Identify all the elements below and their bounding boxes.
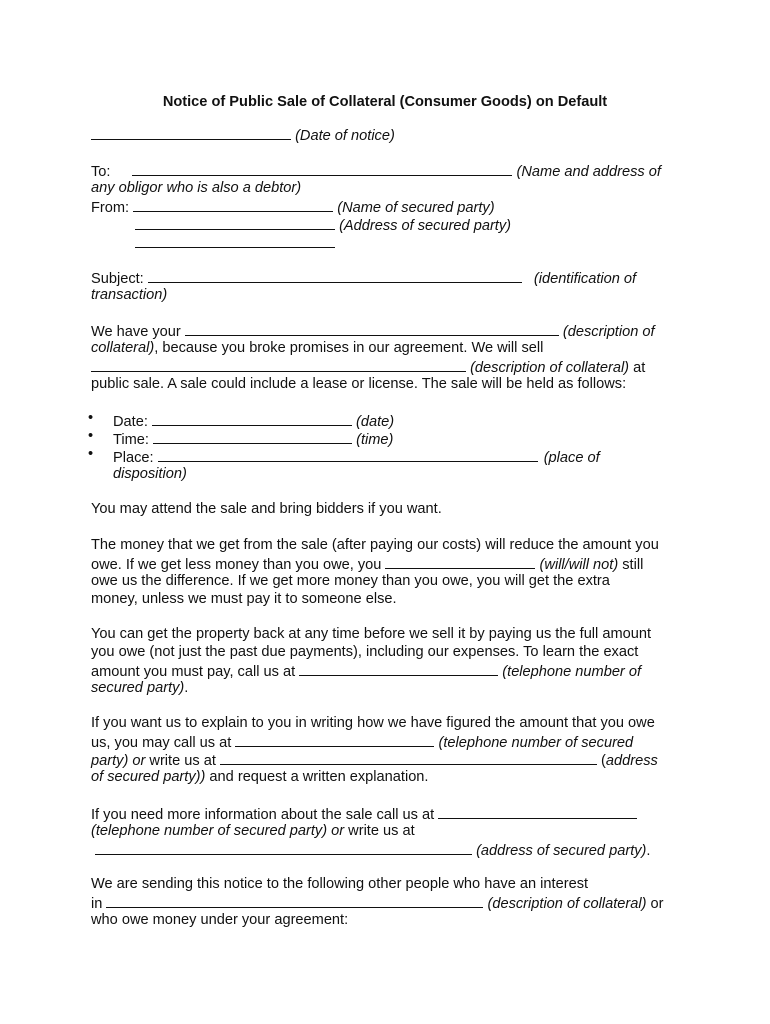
property-line-2: [91, 643, 638, 661]
sale-place-line: [113, 447, 600, 467]
money-text-1: The money that we get from the sale (after paying our costs) will reduce the amount you: [91, 537, 659, 553]
sale-date-line: [113, 411, 394, 431]
subject-hint: (identification of: [533, 271, 637, 287]
request-explanation-text: and request a written explanation.: [205, 769, 429, 785]
collateral-interest-hint: (description of collateral): [487, 896, 647, 912]
still-text: still: [618, 557, 644, 573]
property-line-1: [91, 625, 651, 643]
broke-promises-text: , because you broke promises in our agreement. We will sell: [154, 340, 544, 356]
money-text-4: money, unless we must pay it to someone else.: [91, 591, 397, 607]
sending-line-2: [91, 893, 664, 913]
explain-line-3: [91, 750, 658, 770]
place-hint-continued: disposition): [113, 466, 187, 482]
telephone-blank-3[interactable]: [438, 804, 637, 819]
money-line-2: [91, 554, 643, 574]
explain-line-4: [91, 768, 428, 786]
from-label: From:: [91, 200, 130, 216]
to-blank[interactable]: [132, 161, 512, 176]
telephone-hint-1: (telephone number of: [502, 664, 642, 680]
from-address-hint: (Address of secured party): [339, 218, 512, 234]
money-text-2: owe. If we get less money than you owe, you: [91, 557, 382, 573]
owe-money-text: who owe money under your agreement:: [91, 912, 349, 928]
paren-text: (: [596, 753, 606, 769]
explain-text-1: If you want us to explain to you in writing how we have figured the amount that you owe: [91, 715, 655, 731]
subject-hint-continued: transaction): [91, 287, 168, 303]
telephone-blank-2[interactable]: [235, 732, 434, 747]
collateral-sell-hint: (description of collateral): [470, 360, 630, 376]
from-name-hint: (Name of secured party): [337, 200, 495, 216]
collateral-sell-blank[interactable]: [91, 357, 466, 372]
explain-line-1: [91, 714, 655, 732]
time-label: Time:: [113, 432, 149, 448]
info-line-1: [91, 804, 637, 824]
sale-time-blank[interactable]: [153, 429, 352, 444]
subject-line-2: [91, 286, 167, 304]
from-address-line-2: [135, 233, 335, 253]
property-line-3: [91, 661, 641, 681]
money-text-3: owe us the difference. If we get more money than you owe, you will get the extra: [91, 573, 610, 589]
place-hint: (place of: [543, 450, 600, 466]
will-will-not-blank[interactable]: [385, 554, 535, 569]
telephone-hint-2-continued: party) or: [91, 753, 146, 769]
date-of-notice-blank[interactable]: [91, 125, 291, 140]
money-line-4: [91, 590, 397, 608]
in-text: in: [91, 896, 103, 912]
from-name-blank[interactable]: [133, 197, 333, 212]
write-us-text: write us at: [145, 753, 216, 769]
subject-label: Subject:: [91, 271, 144, 287]
period-text: .: [184, 680, 189, 696]
money-line-1: [91, 536, 659, 554]
sending-line-1: [91, 875, 588, 893]
telephone-blank-1[interactable]: [299, 661, 498, 676]
document-title: Notice of Public Sale of Collateral (Consumer Goods) on Default: [162, 94, 608, 110]
info-text-1: If you need more information about the sale call us at: [91, 807, 435, 823]
from-address-line: [135, 215, 511, 235]
attend-text: You may attend the sale and bring bidders if you want.: [91, 501, 442, 517]
collateral-description-blank[interactable]: [185, 321, 559, 336]
subject-blank[interactable]: [148, 268, 522, 283]
property-text-2: you owe (not just the past due payments), including our expenses. To learn the exact: [91, 644, 639, 660]
we-have-your-text: We have your: [91, 324, 181, 340]
write-us-text-2: write us at: [344, 823, 415, 839]
at-text: at: [629, 360, 646, 376]
collateral-description-hint: (description of: [562, 324, 655, 340]
attend-line: [91, 500, 442, 518]
telephone-hint-2: (telephone number of secured: [438, 735, 634, 751]
place-label: Place:: [113, 450, 154, 466]
collateral-line-1: [91, 321, 655, 341]
sale-date-blank[interactable]: [152, 411, 352, 426]
address-hint-1: address: [605, 753, 658, 769]
property-text-1: You can get the property back at any time before we sell it by paying us the full amount: [91, 626, 652, 642]
period-text-2: .: [646, 843, 651, 859]
address-hint-2: (address of secured party): [476, 843, 647, 859]
date-of-notice-line: [91, 125, 395, 145]
info-line-3: [95, 840, 650, 860]
to-hint: (Name and address of: [516, 164, 661, 180]
or-text: or: [646, 896, 664, 912]
to-label: To:: [91, 164, 111, 180]
date-label: Date:: [113, 414, 148, 430]
telephone-hint-1-continued: secured party): [91, 680, 185, 696]
collateral-line-4: [91, 375, 626, 393]
sending-line-3: [91, 911, 348, 929]
time-hint: (time): [356, 432, 394, 448]
address-hint-1-continued: of secured party)): [91, 769, 206, 785]
to-line-2: [91, 179, 301, 197]
bullet-place: •: [88, 446, 94, 462]
sending-text-1: We are sending this notice to the following other people who have an interest: [91, 876, 589, 892]
from-address-blank-2[interactable]: [135, 233, 335, 248]
collateral-hint-continued: collateral): [91, 340, 155, 356]
property-text-3: amount you must pay, call us at: [91, 664, 296, 680]
date-of-notice-hint: (Date of notice): [295, 128, 395, 144]
public-sale-text: public sale. A sale could include a lease or license. The sale will be held as follows:: [91, 376, 627, 392]
address-blank-1[interactable]: [220, 750, 597, 765]
will-will-not-hint: (will/will not): [539, 557, 619, 573]
subject-line: [91, 268, 636, 288]
explain-line-2: [91, 732, 633, 752]
date-hint: (date): [356, 414, 395, 430]
collateral-line-3: [91, 357, 645, 377]
sale-place-blank[interactable]: [158, 447, 538, 462]
sale-place-line-2: [113, 465, 187, 483]
bullet-date: •: [88, 410, 94, 426]
to-line: [91, 161, 661, 181]
from-line: [91, 197, 495, 217]
bullet-time: •: [88, 428, 94, 444]
money-line-3: [91, 572, 610, 590]
telephone-hint-3: (telephone number of secured party) or: [91, 823, 345, 839]
explain-text-2: us, you may call us at: [91, 735, 232, 751]
collateral-interest-blank[interactable]: [106, 893, 483, 908]
from-address-blank[interactable]: [135, 215, 335, 230]
info-line-2: [91, 822, 415, 840]
collateral-line-2: [91, 339, 543, 357]
to-hint-continued: any obligor who is also a debtor): [91, 180, 302, 196]
property-line-4: [91, 679, 188, 697]
address-blank-2[interactable]: [95, 840, 472, 855]
sale-time-line: [113, 429, 393, 449]
